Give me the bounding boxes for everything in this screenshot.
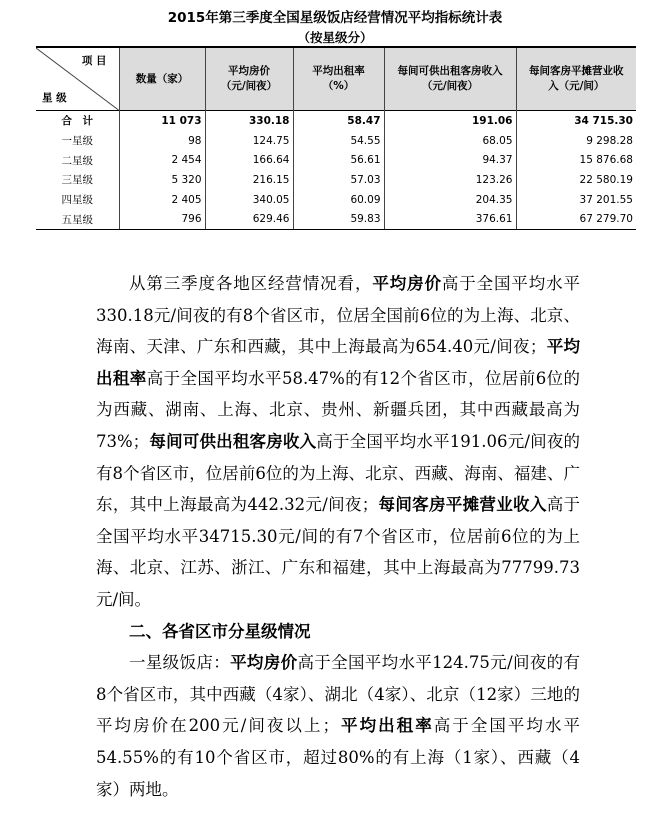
cell-revenue-per-room: 37 201.55 [516,190,636,210]
para-text: 一星级饭店： [129,653,231,673]
corner-header-cell [36,47,119,111]
cell-occupancy: 59.83 [293,209,384,229]
keyword-occupancy: 平均出租率 [96,337,581,388]
table-title: 2015年第三季度全国星级饭店经营情况平均指标统计表 [167,10,503,26]
para-text: 高于全国平均水平124.75元/间夜的有8个省区市，其中西藏（4家）、湖北（4家）、北京（12家）三地的平均房价在200元/间夜以上； [96,653,581,736]
row-label: 三星级 [61,174,93,187]
para-text: 高于全国平均水平191.06元/间夜的有8个省区市，位居前6位的为上海、北京、西藏、海南、福建、广东，其中上海最高为442.32元/间夜； [96,431,581,515]
column-header-count: 数量（家） [119,47,205,111]
cell-occupancy: 58.47 [293,111,384,131]
table-row [36,170,636,190]
column-header-revenue-per-room: 每间客房平摊营业收入（元/间） [516,47,636,111]
corner-label-item: 项 目 [81,55,107,67]
keyword-avg-price: 平均房价 [372,274,442,293]
cell-avg-price: 216.15 [205,170,293,190]
cell-count: 11 073 [119,111,205,131]
cell-count: 2 405 [119,190,205,210]
cell-revpar: 94.37 [384,150,516,170]
table-header-row [36,47,636,111]
cell-count: 2 454 [119,150,205,170]
table-row [36,209,636,229]
cell-occupancy: 56.61 [293,150,384,170]
para-text: 高于全国平均水平54.55%的有10个省区市，超过80%的有上海（1家）、西藏（4家）两地。 [96,716,581,799]
cell-avg-price: 340.05 [205,190,293,210]
section-heading: 二、各省区市分星级情况 [129,621,311,641]
corner-label-star: 星 级 [42,92,67,104]
table-row [36,150,636,170]
cell-revpar: 204.35 [384,190,516,210]
hotel-stats-table [36,46,636,230]
paragraph-one-star [96,647,580,805]
table-row-total [36,111,636,131]
cell-count: 796 [119,209,205,229]
row-label: 一星级 [61,135,93,148]
body-text [96,268,580,805]
column-header-revpar: 每间可供出租客房收入（元/间夜） [384,47,516,111]
cell-occupancy: 60.09 [293,190,384,210]
keyword-revenue-per-room: 每间客房平摊营业收入 [378,495,547,515]
keyword-revpar: 每间可供出租客房收入 [149,431,317,451]
cell-revpar: 191.06 [384,111,516,131]
table-row [36,190,636,210]
cell-revpar: 376.61 [384,209,516,229]
cell-avg-price: 166.64 [205,150,293,170]
cell-revenue-per-room: 15 876.68 [516,150,636,170]
cell-avg-price: 330.18 [205,111,293,131]
keyword-occupancy: 平均出租率 [339,716,434,736]
cell-revpar: 68.05 [384,131,516,151]
cell-count: 5 320 [119,170,205,190]
para-text: 高于全国平均水平58.47%的有12个省区市，位居前6位的为西藏、湖南、上海、北京、贵州、新疆兵团，其中西藏最高为73%； [96,368,580,451]
cell-revenue-per-room: 22 580.19 [516,170,636,190]
row-label: 合 计 [61,115,93,128]
row-label: 五星级 [36,209,119,229]
cell-revpar: 123.26 [384,170,516,190]
cell-avg-price: 124.75 [205,131,293,151]
paragraph-regional-overview [96,268,580,616]
cell-revenue-per-room: 34 715.30 [516,111,636,131]
cell-avg-price: 629.46 [205,209,293,229]
keyword-avg-price: 平均房价 [230,653,298,673]
para-text: 高于全国平均水平34715.30元/间的有7个省区市，位居前6位的为上海、北京、江苏、浙江、广东和福建，其中上海最高为77799.73元/间。 [96,495,581,609]
table-subtitle: （按星级分） [297,30,373,45]
cell-occupancy: 57.03 [293,170,384,190]
row-label: 二星级 [61,154,93,167]
column-header-avg-price: 平均房价（元/间夜） [205,47,293,111]
cell-revenue-per-room: 67 279.70 [516,209,636,229]
cell-revenue-per-room: 9 298.28 [516,131,636,151]
cell-occupancy: 54.55 [293,131,384,151]
para-text: 高于全国平均水平330.18元/间夜的有8个省区市，位居全国前6位的为上海、北京、海南、天津、广东和西藏，其中上海最高为654.40元/间夜； [96,274,581,357]
table-row [36,131,636,151]
row-label: 四星级 [61,194,93,207]
para-text: 从第三季度各地区经营情况看， [129,274,373,293]
column-header-occupancy: 平均出租率（%） [293,47,384,111]
cell-count: 98 [119,131,205,151]
